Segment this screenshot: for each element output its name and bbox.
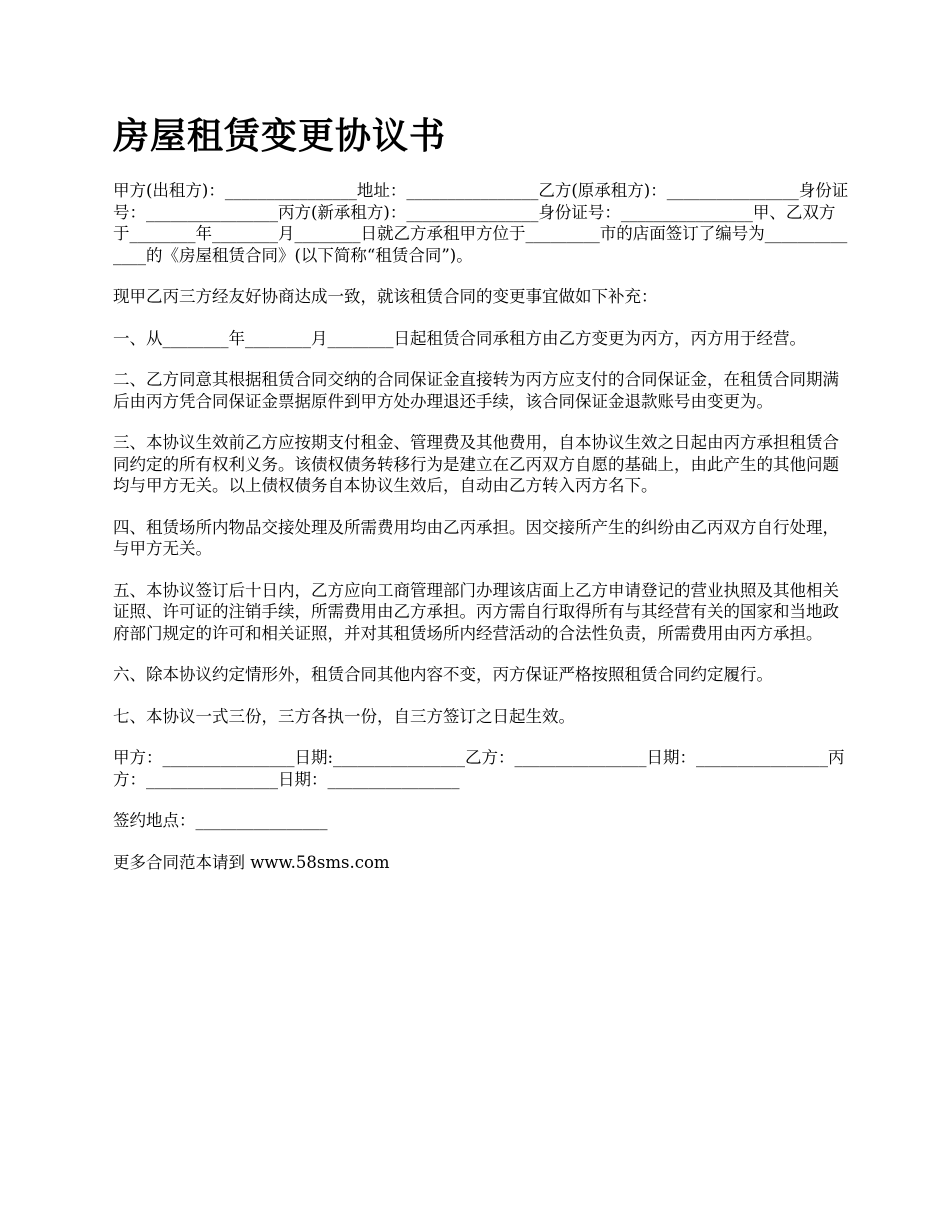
document-body	[113, 180, 850, 893]
clause-5: 五、本协议签订后十日内，乙方应向工商管理部门办理该店面上乙方申请登记的营业执照及其他相关证照、许可证的注销手续，所需费用由乙方承担。丙方需自行取得所有与其经营有关的国家和当地政府部门规定的许可和相关证照，并对其租赁场所内经营活动的合法性负责，所需费用由丙方承担。	[113, 580, 839, 643]
signing-location: 签约地点：________________	[113, 811, 328, 830]
clause-7: 七、本协议一式三份，三方各执一份，自三方签订之日起生效。	[113, 706, 575, 726]
intro-paragraph: 现甲乙丙三方经友好协商达成一致，就该租赁合同的变更事宜做如下补充：	[113, 287, 658, 306]
clause-4: 四、租赁场所内物品交接处理及所需费用均由乙丙承担。因交接所产生的纠纷由乙丙双方自行处理，与甲方无关。	[113, 517, 839, 558]
signature-line: 甲方：________________日期:________________乙方：________________日期：________________丙方：________________日期：________________	[113, 748, 845, 789]
clause-3: 三、本协议生效前乙方应按期支付租金、管理费及其他费用，自本协议生效之日起由丙方承担租赁合同约定的所有权利义务。该债权债务转移行为是建立在乙丙双方自愿的基础上，由此产生的其他问题均与甲方无关。以上债权债务自本协议生效后，自动由乙方转入丙方名下。	[113, 433, 839, 495]
footer-note: 更多合同范本请到 www.58sms.com	[113, 852, 390, 872]
document-title: 房屋租赁变更协议书	[113, 115, 447, 157]
clause-1: 一、从________年________月________日起租赁合同承租方由乙方变更为丙方，丙方用于经营。	[113, 328, 806, 348]
parties-paragraph: 甲方(出租方)：________________地址：________________乙方(原承租方)：________________身份证号：________________丙方(新承租方)：________________身份证号：________________甲、乙双方于________年________月________日就乙方承租甲方位于_________市的店面签订了编号为______________的《房屋租赁合同》(以下简称“租赁合同”)。	[113, 181, 849, 265]
clause-2: 二、乙方同意其根据租赁合同交纳的合同保证金直接转为丙方应支付的合同保证金，在租赁合同期满后由丙方凭合同保证金票据原件到甲方处办理退还手续，该合同保证金退款账号由变更为。	[113, 370, 839, 411]
clause-6: 六、除本协议约定情形外，租赁合同其他内容不变，丙方保证严格按照租赁合同约定履行。	[113, 665, 773, 684]
